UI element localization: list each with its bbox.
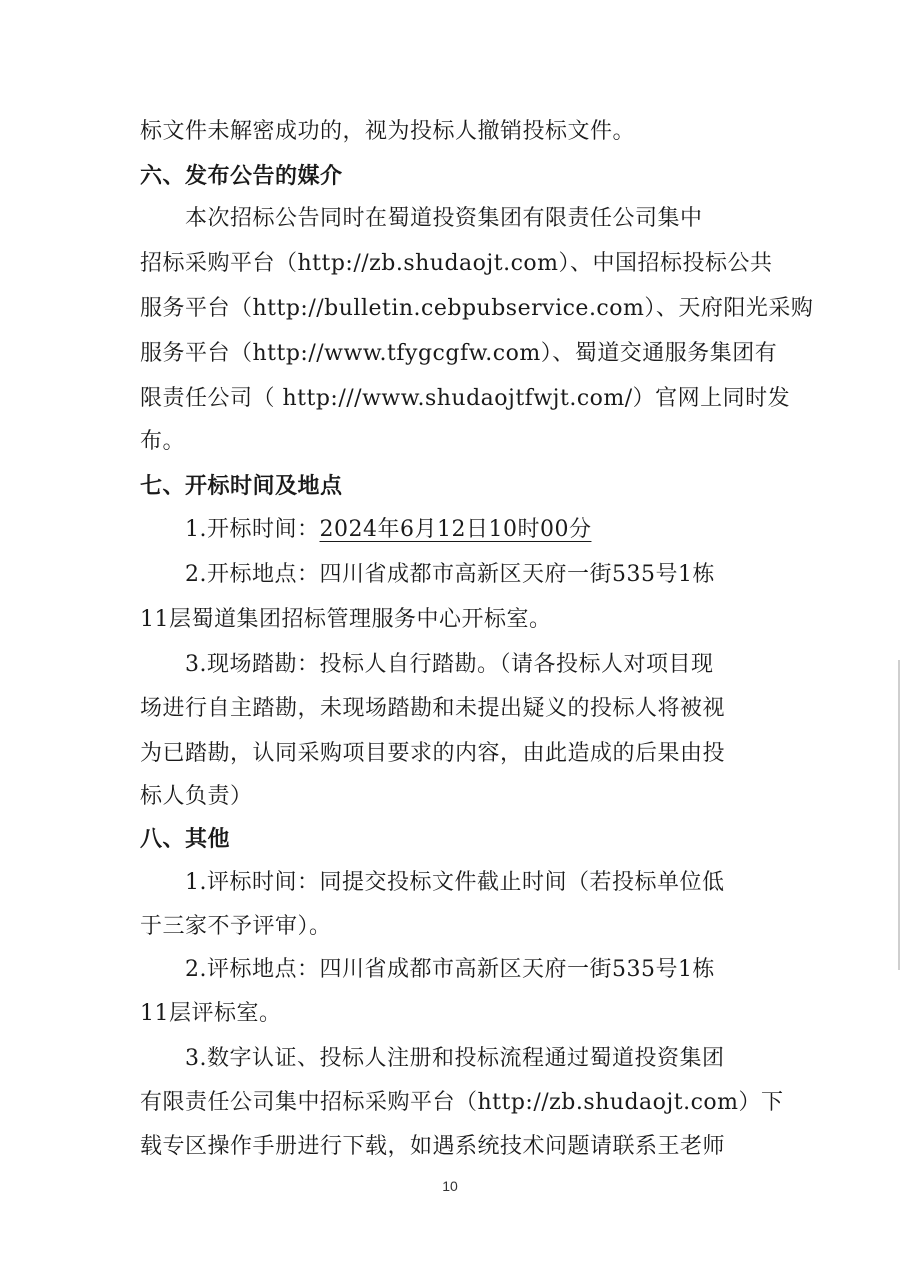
paragraph-line: 限责任公司（ http:///www.shudaojtfwjt.com/）官网上同时发	[140, 386, 791, 411]
paragraph-line: 布。	[140, 429, 186, 454]
paragraph-line: 3.数字认证、投标人注册和投标流程通过蜀道投资集团	[185, 1046, 725, 1071]
page-number: 10	[442, 1178, 458, 1194]
opening-time-label: 1.开标时间：	[185, 517, 320, 542]
paragraph-line: 载专区操作手册进行下载，如遇系统技术问题请联系王老师	[140, 1134, 726, 1159]
section-heading-6: 六、发布公告的媒介	[140, 164, 343, 189]
paragraph-line: 服务平台（http://bulletin.cebpubservice.com）、天府阳光采购	[140, 296, 814, 321]
paragraph-line: 标人负责）	[140, 784, 253, 809]
opening-time-value: 2024年6月12日10时00分	[319, 517, 592, 542]
paragraph-line: 本次招标公告同时在蜀道投资集团有限责任公司集中	[185, 206, 703, 231]
paragraph-line: 3.现场踏勘：投标人自行踏勘。（请各投标人对项目现	[185, 652, 714, 677]
section-heading-8: 八、其他	[140, 827, 231, 852]
paragraph-line: 11层评标室。	[140, 1001, 282, 1026]
paragraph-line: 为已踏勘，认同采购项目要求的内容，由此造成的后果由投	[140, 741, 726, 766]
paragraph-line: 有限责任公司集中招标采购平台（http://zb.shudaojt.com）下	[140, 1090, 784, 1115]
paragraph-line: 于三家不予评审）。	[140, 914, 332, 939]
section-heading-7: 七、开标时间及地点	[140, 474, 343, 499]
paragraph-line: 标文件未解密成功的，视为投标人撤销投标文件。	[140, 119, 636, 144]
paragraph-line: 11层蜀道集团招标管理服务中心开标室。	[140, 607, 552, 632]
paragraph-line: 服务平台（http://www.tfygcgfw.com）、蜀道交通服务集团有	[140, 341, 778, 366]
paragraph-line: 场进行自主踏勘，未现场踏勘和未提出疑义的投标人将被视	[140, 696, 726, 721]
opening-time-line	[185, 513, 772, 547]
paragraph-line: 2.开标地点：四川省成都市高新区天府一街535号1栋	[185, 562, 715, 587]
paragraph-line: 招标采购平台（http://zb.shudaojt.com）、中国招标投标公共	[140, 251, 773, 276]
paragraph-line: 2.评标地点：四川省成都市高新区天府一街535号1栋	[185, 957, 715, 982]
paragraph-line: 1.评标时间：同提交投标文件截止时间（若投标单位低	[185, 870, 725, 895]
